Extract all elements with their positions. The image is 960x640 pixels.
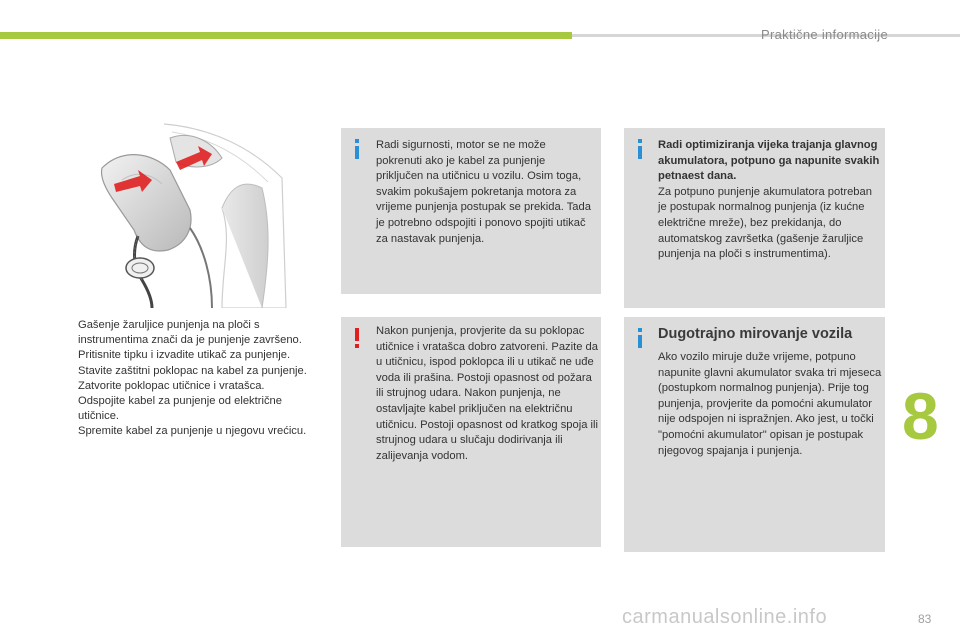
header-accent-bar — [0, 32, 572, 39]
list-item: Zatvorite poklopac utičnice i vratašca. — [78, 379, 265, 392]
warning-text: Nakon punjenja, provjerite da su poklopac utičnice i vratašca dobro zatvoreni. Pazite da u utičnicu, ispod poklopca ili u utikač ne uđe voda ili prašina. Postoji opasnost od požara ili strujnog udara. Nakon punjenja, ne ostavljajte kabel priključen na električnu utičnicu. Postoji opasnost od kratkog spoja ili strujnog udara u slučaju dodirivanja ili zalijevanja vodom. — [376, 325, 599, 462]
info-box-battery — [624, 128, 885, 308]
info-battery-text — [658, 138, 882, 263]
list-item: Pritisnite tipku i izvadite utikač za punjenje. — [78, 349, 291, 362]
warning-icon — [349, 327, 365, 349]
procedure-steps — [60, 318, 322, 440]
info-box-storage — [624, 317, 885, 552]
charging-plug-illustration — [72, 118, 290, 308]
info-icon — [632, 327, 648, 349]
info-safety-text: Radi sigurnosti, motor se ne može pokrenuti ako je kabel za punjenje priključen na utičnicu u vozilu. Osim toga, svakim pokušajem pokretanja motora za vrijeme punjenja postupak se prekida. Tada je potrebno odspojiti i ponovo spojiti utikač za nastavak punjenja. — [376, 139, 591, 245]
info-icon — [349, 138, 365, 160]
info-box-safety — [341, 128, 601, 294]
info-battery-body: Za potpuno punjenje akumulatora potreban je postupak normalnog punjenja (iz kućne električne mreže), bez prekidanja, do automatskog završetka (gašenje žaruljice punjenja na ploči s instrumentima). — [658, 185, 872, 261]
watermark: carmanualsonline.info — [622, 606, 828, 628]
storage-text: Ako vozilo miruje duže vrijeme, potpuno napunite glavni akumulator svaka tri mjeseca (postupkom normalnog punjenja). Prije tog punjenja, provjerite da pomoćni akumulator nije odspojen ni ispražnjen. Ako jest, u točki "pomoćni akumulator" opisan je postupak njegovog spajanja i punjenja. — [658, 351, 882, 457]
info-icon — [632, 138, 648, 160]
list-item: Odspojite kabel za punjenje od električne utičnice. — [78, 395, 282, 423]
info-battery-bold: Radi optimiziranja vijeka trajanja glavnog akumulatora, potpuno ga napunite svakih petnaest dana. — [658, 139, 880, 183]
list-item: Spremite kabel za punjenje u njegovu vrećicu. — [78, 425, 307, 438]
warning-box — [341, 317, 601, 547]
section-title: Praktične informacije — [761, 27, 888, 42]
list-item: Gašenje žaruljice punjenja na ploči s instrumentima znači da je punjenje završeno. — [78, 319, 302, 347]
page-number: 83 — [918, 612, 932, 626]
list-item: Stavite zaštitni poklopac na kabel za punjenje. — [78, 364, 307, 377]
storage-heading: Dugotrajno mirovanje vozila — [658, 326, 853, 342]
chapter-number: 8 — [902, 379, 939, 453]
